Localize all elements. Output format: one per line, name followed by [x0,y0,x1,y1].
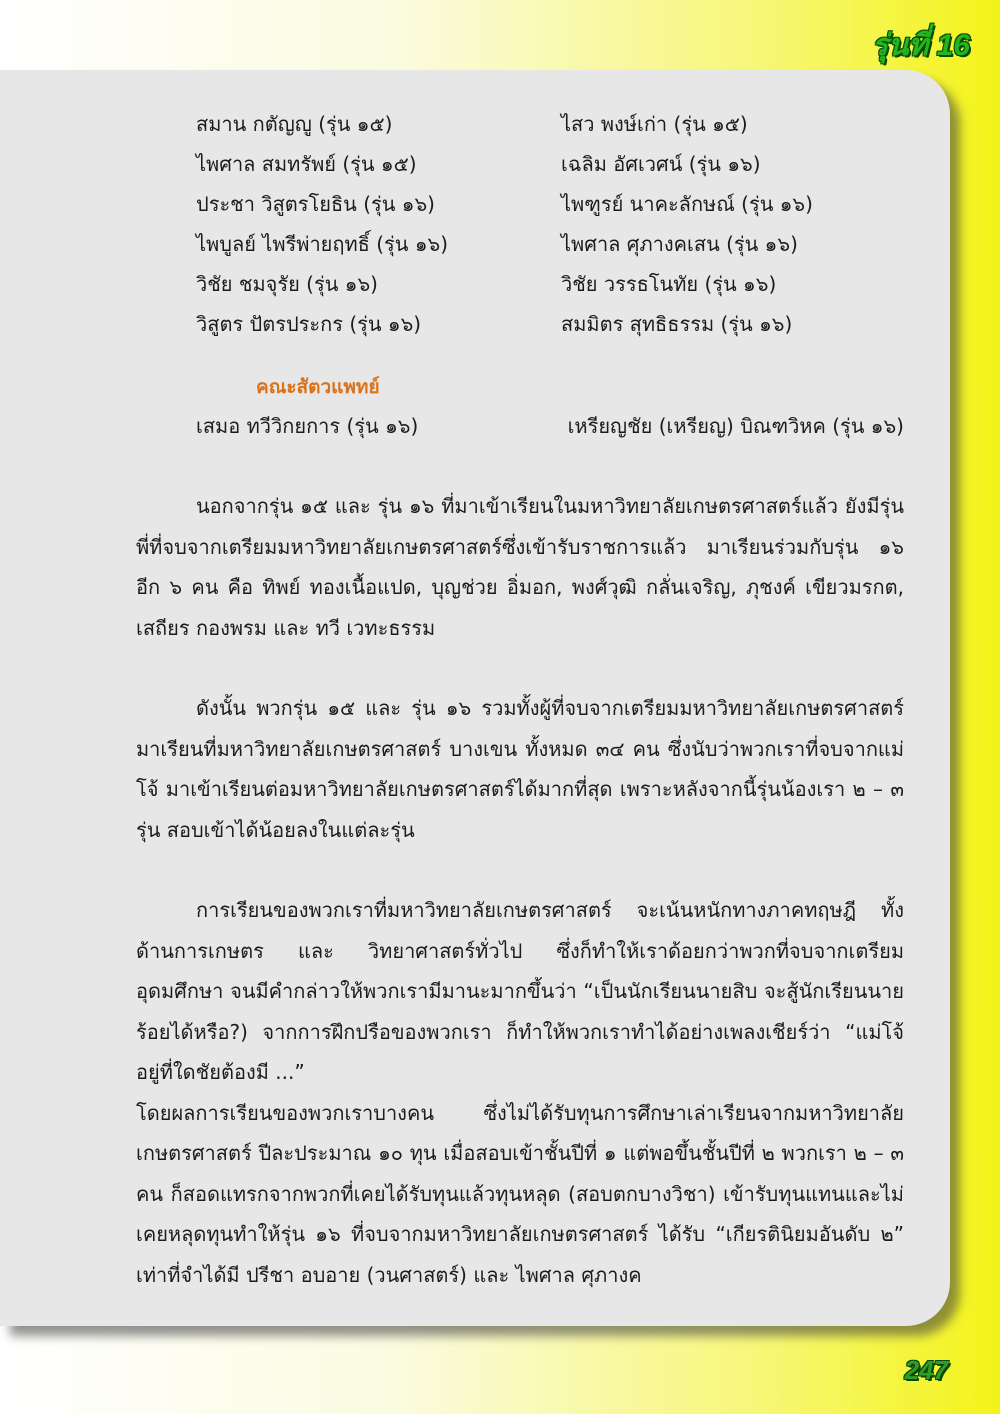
name-entry: ไพศาล สมทรัพย์ (รุ่น ๑๕) [196,152,417,176]
name-entry: ประชา วิสูตรโยธิน (รุ่น ๑๖) [196,192,435,216]
name-list [136,104,904,344]
veterinary-name-row [136,406,904,446]
page-number: 247 [904,1355,948,1385]
paragraph: การเรียนของพวกเราที่มหาวิทยาลัยเกษตรศาสตร์ จะเน้นหนักทางภาคทฤษฎี ทั้งด้านการเกษตร และ วิทยาศาสตร์ทั่วไป ซึ่งก็ทำให้เราด้อยกว่าพวกที่จบจากเตรียมอุดมศึกษา จนมีคำกล่าวให้พวกเรามีมานะมากขึ้นว่า “เป็นนักเรียนนายสิบ จะสู้นักเรียนนายร้อยได้หรือ?) จากการฝึกปรือของพวกเรา ก็ทำให้พวกเราทำได้อย่างเพลงเชียร์ว่า “แม่โจ้ อยู่ที่ใดชัยต้องมี ...” [136,898,904,1084]
name-entry: สมมิตร สุทธิธรรม (รุ่น ๑๖) [561,312,793,336]
paragraph: ดังนั้น พวกรุ่น ๑๕ และ รุ่น ๑๖ รวมทั้งผู้ที่จบจากเตรียมมหาวิทยาลัยเกษตรศาสตร์มาเรียนที่มหาวิทยาลัยเกษตรศาสตร์ บางเขน ทั้งหมด ๓๔ คน ซึ่งนับว่าพวกเราที่จบจากแม่โจ้ มาเข้าเรียนต่อมหาวิทยาลัยเกษตรศาสตร์ได้มากที่สุด เพราะหลังจากนี้รุ่นน้องเรา ๒ – ๓ รุ่น สอบเข้าได้น้อยลงในแต่ละรุ่น [136,696,904,842]
name-entry: ไพฑูรย์ นาคะลักษณ์ (รุ่น ๑๖) [561,192,813,216]
name-entry: เฉลิม อัศเวศน์ (รุ่น ๑๖) [561,152,761,176]
section-title-veterinary: คณะสัตวแพทย์ [256,376,380,398]
name-entry: เสมอ ทวีวิกยการ (รุ่น ๑๖) [196,414,419,438]
name-list-right [561,104,904,344]
series-label: รุ่นที่ 16 [871,29,970,62]
name-entry: ไพบูลย์ ไพรีพ่ายฤทธิ์ (รุ่น ๑๖) [196,232,449,256]
page-content [136,96,904,1295]
name-entry: วิสูตร ปัตรประกร (รุ่น ๑๖) [196,312,422,336]
paragraph: นอกจากรุ่น ๑๕ และ รุ่น ๑๖ ที่มาเข้าเรียนในมหาวิทยาลัยเกษตรศาสตร์แล้ว ยังมีรุ่นพี่ที่จบจากเตรียมมหาวิทยาลัยเกษตรศาสตร์ซึ่งเข้ารับราชการแล้ว มาเรียนร่วมกับรุ่น ๑๖ อีก ๖ คน คือ ทิพย์ ทองเนื้อแปด, บุญช่วย อิ่มอก, พงศ์วุฒิ กลั่นเจริญ, ภุชงค์ เขียวมรกต, เสถียร กองพรม และ ทวี เวทะธรรม [136,494,904,640]
name-list-left [136,104,561,344]
paragraph: โดยผลการเรียนของพวกเราบางคน ซึ่งไม่ได้รับทุนการศึกษาเล่าเรียนจากมหาวิทยาลัยเกษตรศาสตร์ ปีละประมาณ ๑๐ ทุน เมื่อสอบเข้าชั้นปีที่ ๑ แต่พอขึ้นชั้นปีที่ ๒ พวกเรา ๒ – ๓ คน ก็สอดแทรกจากพวกที่เคยได้รับทุนแล้วทุนหลุด (สอบตกบางวิชา) เข้ารับทุนแทนและไม่เคยหลุดทุนทำให้รุ่น ๑๖ ที่จบจากมหาวิทยาลัยเกษตรศาสตร์ ได้รับ “เกียรตินิยมอันดับ ๒” เท่าที่จำได้มี ปรีชา อบอาย (วนศาสตร์) และ ไพศาล ศุภางค [136,1100,904,1287]
name-entry: ไพศาล ศุภางคเสน (รุ่น ๑๖) [561,232,798,256]
name-entry: เหรียญชัย (เหรียญ) บิณฑวิหค (รุ่น ๑๖) [567,414,904,438]
name-entry: วิชัย วรรธโนทัย (รุ่น ๑๖) [561,272,777,296]
name-entry: สมาน กตัญญู (รุ่น ๑๕) [196,112,393,136]
name-entry: วิชัย ชมจุรัย (รุ่น ๑๖) [196,272,378,296]
name-entry: ไสว พงษ์เก่า (รุ่น ๑๕) [561,112,748,136]
